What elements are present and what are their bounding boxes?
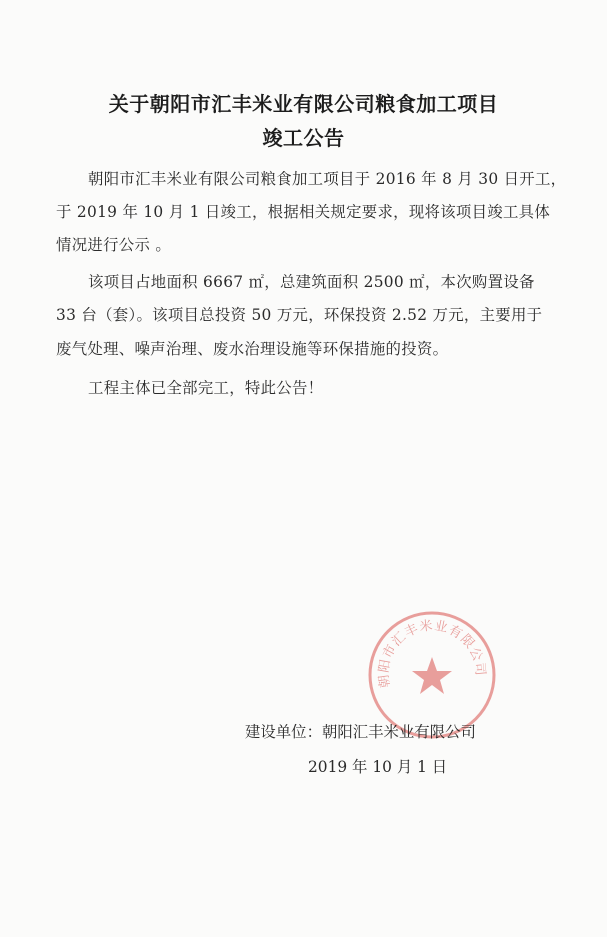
signature-line: 建设单位：朝阳汇丰米业有限公司 [245,723,476,741]
document-title-line-1: 关于朝阳市汇丰米业有限公司粮食加工项目 [108,92,499,116]
document-title-line-2: 竣工公告 [262,126,345,150]
body-line-6: 废气处理、噪声治理、废水治理设施等环保措施的投资。 [56,340,449,358]
body-line-5: 33 台（套）。该项目总投资 50 万元，环保投资 2.52 万元，主要用于 [56,306,543,324]
body-line-7: 工程主体已全部完工，特此公告！ [88,379,324,397]
svg-text:朝阳市汇丰米业有限公司: 朝阳市汇丰米业有限公司 [376,618,488,689]
body-line-3: 情况进行公示 。 [56,236,172,254]
body-line-4: 该项目占地面积 6667 ㎡，总建筑面积 2500 ㎡，本次购置设备 [88,273,535,291]
date-line: 2019 年 10 月 1 日 [308,758,448,776]
body-line-2: 于 2019 年 10 月 1 日竣工，根据相关规定要求，现将该项目竣工具体 [56,203,551,221]
body-line-1: 朝阳市汇丰米业有限公司粮食加工项目于 2016 年 8 月 30 日开工， [88,170,567,188]
